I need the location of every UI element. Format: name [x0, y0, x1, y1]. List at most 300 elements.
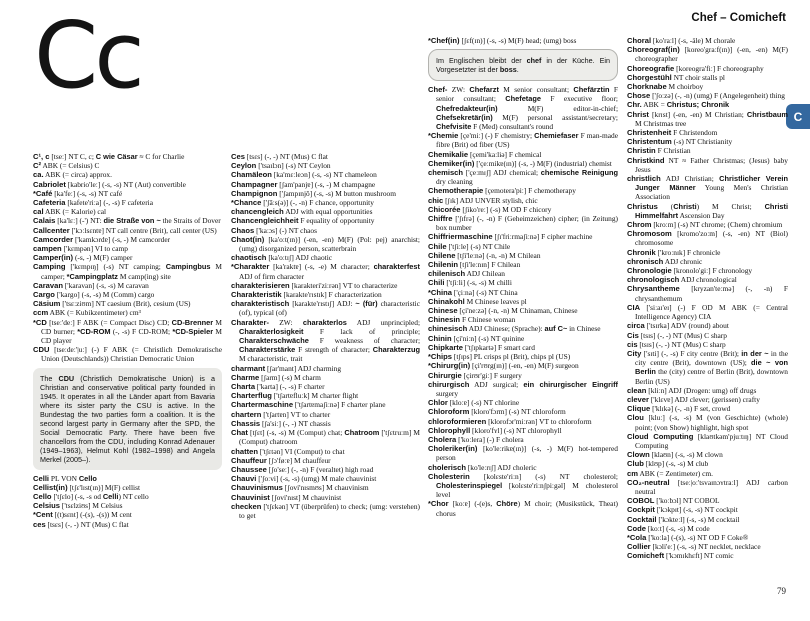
dictionary-entry: [231, 262, 420, 280]
dictionary-entry: [428, 150, 618, 159]
headword: China: [430, 287, 452, 297]
headword: clean: [627, 385, 647, 395]
entry-body: [ʃar'mant] ADJ charming: [267, 363, 342, 373]
entry-body: [tsɛs] (-, -) NT (Mus) C flat: [246, 152, 328, 161]
entry-body: [kɔli'eː] (-s, -s) NT necklet, necklace: [652, 542, 761, 552]
entry-body: (-s, -) M(F) camper: [74, 253, 133, 263]
headword: Chauvi: [231, 474, 257, 484]
key-word-star-icon: *: [33, 188, 36, 198]
dictionary-entry: [627, 174, 788, 202]
dictionary-entry: [627, 551, 788, 560]
headword: Chat: [231, 428, 248, 438]
headword: Chose: [627, 91, 651, 101]
entry-body: [koreo'graːf(ɪn)] (-en, -en) M(F) choreographer: [635, 45, 788, 64]
dictionary-entry: [231, 152, 420, 161]
headword: clever: [627, 394, 649, 404]
headword: cm: [627, 468, 638, 478]
dictionary-entry: [627, 45, 788, 63]
headword: Chilene: [428, 250, 456, 260]
dictionary-entry: [627, 450, 788, 459]
entry-body: [tsɛs] (-, -) NT (Mus) C flat: [47, 519, 129, 529]
dictionary-entry: [627, 137, 788, 146]
dictionary-entry: [231, 493, 420, 502]
entry-body: [krɪst] (-en, -en) M Christian; Christbaum M Christmas tree: [635, 109, 788, 128]
entry-body: [karakte'rɪstɪʃ] ADJ: ~ (für) characteristic (of), typical (of): [239, 299, 420, 318]
entry-body: ['çeːmɪʃ] ADJ chemical; chemische Reinigung dry cleaning: [436, 168, 618, 187]
entry-body: ADJ surgical; ein chirurgischer Eingriff surgery: [436, 379, 618, 398]
entry-body: (-s) NT Christianity: [673, 137, 733, 147]
headword: Chiffriermaschine: [428, 232, 493, 242]
headword: cholerisch: [428, 462, 466, 472]
entry-body: [tʃɛ'lɪst(ɪn)] M(F) cellist: [69, 482, 140, 492]
dictionary-entry: [627, 413, 788, 431]
dictionary-entry: [627, 275, 788, 284]
headword: Chrysantheme: [627, 284, 680, 294]
entry-body: ['tʃɪpkartə] F smart card: [464, 342, 535, 352]
dictionary-entry: [627, 73, 788, 82]
entry-body: [ʃɪ'friːrmaʃiːnə] F cipher machine: [494, 232, 593, 242]
dictionary-entry: [231, 428, 420, 446]
headword: Chauffeur: [231, 455, 267, 465]
headword: CDU: [33, 345, 50, 355]
headword: Chronik: [627, 247, 656, 257]
entry-body: ['kɔmɪkhɛft] NT comic: [666, 551, 734, 561]
dictionary-entry: [627, 524, 788, 533]
entry-body: F Christendom: [673, 128, 718, 138]
headword: Cloud Computing: [627, 431, 694, 441]
entry-body: [çi'rʊrg(ɪn)] (-en, -en) M(F) surgeon: [471, 361, 579, 371]
headword: Chaos: [231, 225, 255, 235]
dictionary-entry: [428, 407, 618, 416]
dictionary-entry: [428, 371, 618, 380]
dictionary-entry: [627, 110, 788, 128]
entry-body: ADJ Chinese; (Sprache): auf C~ in Chinese: [468, 324, 601, 334]
entry-body: ['kɛmpɪŋ] (-s) NT camping; Campingbus M camper; *Campingplatz M camp(ing) site: [41, 262, 222, 281]
dictionary-entry: [627, 349, 788, 386]
headword: Chips: [430, 352, 452, 362]
entry-body: F Christian: [657, 146, 691, 156]
entry-body: ABK (= Kubikzentimeter) cm³: [49, 308, 141, 318]
dictionary-entry: [231, 410, 420, 419]
dictionary-entry: [627, 404, 788, 413]
entry-body: ['tʃartɐmaʃiːnə] F charter plane: [294, 400, 386, 410]
entry-body: [ʃovi'nɪst] M chauvinist: [271, 492, 342, 502]
entry-body: ZW: Chefarzt M senior consultant; Chefärztin F senior consultant; Chefetage F executive floor; Chefredakteur(in) M(F) editor-in-chief; Chefsekretär(in) M(F) personal assistant/secretary; Chefvisite F (Med) consultant's round: [436, 85, 618, 132]
headword: CD: [35, 317, 47, 327]
entry-body: ['tsaɪlɔn] (-s) NT Ceylon: [258, 161, 331, 171]
dictionary-entry: [231, 207, 420, 216]
culture-note-box: The CDU (Christlich Demokratische Union) is a Christian and conservative political party founded in 1945. It operates in all the Länder apart from Bavaria where its sister party the CSU is active. In the Bundestag the two parties form a coalition. It is the second largest party in Germany after the SPD, the Social Democratic Party. There have been five chancellors from the CDU, including Konrad Adenauer (1949–1963), Helmut Kohl (1982–1998) and Angela Merkel (2005–).: [33, 368, 222, 470]
entry-body: ['tʃartɐfluːk] M charter flight: [273, 391, 359, 401]
entry-body: ABK (= Kalorie) cal: [45, 207, 107, 217]
dictionary-entry: [627, 331, 788, 340]
entry-body: [karakte'rɪstɪk] F characterization: [283, 290, 382, 300]
key-word-star-icon: *: [33, 317, 36, 327]
dictionary-entry: [33, 510, 222, 519]
dictionary-entry: [33, 520, 222, 529]
dictionary-entry: [33, 216, 222, 225]
dictionary-entry: [627, 128, 788, 137]
dictionary-entry: [231, 281, 420, 290]
dictionary-entry: [33, 235, 222, 244]
headword: Cent: [35, 510, 53, 520]
dictionary-entry: [627, 220, 788, 229]
dictionary-entry: [33, 207, 222, 216]
headword: charakterisieren: [231, 280, 290, 290]
entry-body: ['tsɛlziʊs] M Celsius: [61, 501, 123, 511]
headword: Christin: [627, 146, 656, 156]
entry-body: [ʃɛf(ɪn)] (-s, -s) M(F) head; (umg) boss: [461, 36, 577, 45]
entry-body: [ka'feː] (-s, -s) NT café: [54, 188, 123, 198]
dictionary-entry: [627, 248, 788, 257]
headword: checken: [231, 501, 262, 511]
headword: cal: [33, 207, 44, 217]
dictionary-entry: [231, 189, 420, 198]
entry-body: [ka'oːtɪʃ] ADJ chaotic: [268, 253, 333, 263]
dictionary-entry: [627, 64, 788, 73]
key-word-star-icon: *: [428, 361, 431, 371]
entry-body: [ʃɔ'føːɐ] M chauffeur: [268, 455, 331, 465]
entry-body: [ko'leːrikɐ(ɪn)] (-s, -) M(F) hot-tempered person: [436, 444, 618, 463]
entry-body: ['koːbɔl] NT COBOL: [656, 496, 720, 506]
headword: Café: [35, 188, 53, 198]
entry-body: [klaʊn] (-s, -s) M clown: [651, 450, 723, 460]
dictionary-entry: [231, 253, 420, 262]
dictionary-entry: [428, 352, 618, 361]
entry-body: ADJ Chilean: [466, 269, 505, 279]
entry-body: ['sɪti] (-, -s) F city centre (Brit); in der ~ in the city centre (Brit), downtown (US); die ~ von Berlin the (city) centre of Berlin (Brit), downtown Berlin (US): [635, 348, 788, 386]
headword: chancengleich: [231, 207, 284, 217]
headword: Cocktail: [627, 514, 657, 524]
key-word-star-icon: *: [428, 131, 431, 141]
dictionary-entry: [428, 444, 618, 462]
headword: Chef-: [428, 85, 448, 95]
entry-body: [klaʊtkəm'pjuːtɪŋ] NT Cloud Computing: [635, 431, 788, 450]
dictionary-entry: [428, 269, 618, 278]
entry-body: ADJ Christian; Christlicher Verein Junger Männer Young Men's Christian Association: [635, 174, 788, 202]
dictionary-entry: [428, 398, 618, 407]
headword: City: [627, 348, 642, 358]
headword: Chrom: [627, 220, 652, 230]
entry-body: [ʃovi'nɪsmʊs] M chauvinism: [284, 483, 369, 493]
dictionary-entry: [231, 456, 420, 465]
thumb-index-tab: [786, 104, 810, 129]
headword: Chlor: [428, 398, 448, 408]
entry-body: [klorofɔr'miːrən] VT to chloroform: [488, 416, 592, 426]
headword: Christentum: [627, 137, 672, 147]
entry-body: ZW: charakterlos ADJ unprincipled; Charakterlosigkeit F lack of principle; Charakterschwäche F weakness of character; Charakterstärke F strength of character; Charakterzug M characteristic, trait: [239, 317, 420, 364]
headword: CO₂-neutral: [627, 477, 670, 487]
dictionary-entry: [231, 226, 420, 235]
dictionary-entry: [231, 373, 420, 382]
entry-body: [çi'neːzə] (-n, -n) M Chinaman, Chinese: [459, 306, 578, 316]
entry-body: [tʃi'leːnə] (-n, -n) M Chilean: [457, 250, 541, 260]
headword: Christkind: [627, 155, 665, 165]
entry-body: [kloːɐ] (-s) NT chlorine: [449, 398, 520, 408]
entry-body: [kloro'fɔrm] (-s) NT chloroform: [471, 407, 566, 417]
headword: Chorknabe: [627, 82, 667, 92]
headword: Chamäleon: [231, 170, 272, 180]
entry-body: [koːɐ] (-(e)s, Chöre) M choir; (Musikstück, Theat) chorus: [436, 499, 618, 518]
dictionary-entry: [428, 361, 618, 370]
headword: christlich: [627, 174, 661, 184]
entry-body: [kromo'zoːm] (-s, -en) NT (Biol) chromosome: [635, 229, 788, 248]
key-word-star-icon: *: [231, 262, 234, 272]
entry-body: ['kaːɔs] (-) NT chaos: [256, 225, 317, 235]
entry-body: ['tʃɛkən] VT (überprüfen) to check; (umg: verstehen) to get: [239, 501, 420, 520]
entry-body: [tseː] NT C, c; C wie Cäsar ≈ C for Charlie: [51, 152, 185, 161]
headword: Celli: [33, 473, 50, 483]
entry-body: [ʃarm] (-s) M charm: [261, 372, 321, 382]
headword: Chartermaschine: [231, 400, 294, 410]
headword: charmant: [231, 363, 266, 373]
entry-body: ['tsɛːziʊm] NT caesium (Brit), cesium (US): [62, 299, 191, 309]
entry-body: M Chinese leaves pl: [466, 296, 527, 306]
dictionary-entry: [33, 308, 222, 317]
headword: Chili: [428, 278, 445, 288]
headword: Chassis: [231, 418, 261, 428]
headword: Cis: [627, 330, 639, 340]
dictionary-entry: [33, 345, 222, 363]
headword: Chlorophyll: [428, 425, 471, 435]
headword: Christenheit: [627, 128, 672, 138]
dictionary-entry: [231, 216, 420, 225]
headword: Chauvinist: [231, 492, 270, 502]
entry-body: [ka'raktɐ] (-s, -e) M character; charakterfest ADJ of firm character: [239, 262, 420, 281]
headword: Cholera: [428, 434, 457, 444]
dictionary-entry: [33, 299, 222, 308]
dictionary-entry: [428, 242, 618, 251]
entry-body: [karakteri'ziːrən] VT to characterize: [291, 280, 398, 290]
entry-body: M choirboy: [668, 82, 704, 92]
dictionary-entry: [33, 262, 222, 280]
headword: Chinesin: [428, 315, 461, 325]
headword: CIA: [627, 302, 641, 312]
dictionary-column-4: [627, 36, 788, 561]
headword: Cockpit: [627, 505, 655, 515]
entry-body: [tseːdeː'|uː] (-) F ABK (= Christlich Demokratische Union (Deutschlands)) Christian Democratic Union: [41, 345, 222, 364]
entry-body: ['ʃampɪnjõ] (-s, -s) M button mushroom: [279, 188, 396, 198]
headword: Chloroform: [428, 407, 470, 417]
headword: Chirurg(in): [430, 361, 471, 371]
entry-body: [ʃɪk] ADJ UNVER stylish, chic: [445, 195, 538, 205]
headword: Chemikalie: [428, 149, 469, 159]
dictionary-entry: [231, 400, 420, 409]
running-header: Chef – Comicheft: [691, 12, 786, 24]
entry-body: ADJ chronic: [664, 256, 703, 266]
dictionary-entry: [428, 186, 618, 195]
dictionary-entry: [33, 318, 222, 346]
headword: Charakteristik: [231, 290, 282, 300]
entry-body: (Christi) M Christ; Christi Himmelfahrt Ascension Day: [635, 201, 788, 220]
dictionary-entry: [627, 229, 788, 247]
entry-body: [klʊp] (-s, -s) M club: [645, 459, 709, 469]
headword: Chile: [428, 241, 447, 251]
dictionary-entry: [428, 334, 618, 343]
headword: Camping: [33, 262, 66, 272]
dictionary-entry: [627, 36, 788, 45]
headword: Champagner: [231, 179, 278, 189]
entry-body: ['tʃɛtən] VI (Comput) to chat: [259, 446, 345, 456]
headword: Chilenin: [428, 260, 458, 270]
headword: Charakter-: [231, 317, 269, 327]
entry-body: [çemotera'piː] F chemotherapy: [485, 186, 576, 196]
dictionary-entry: [627, 156, 788, 174]
entry-body: [tʃɛt] (-s, -s) M (Comput) chat; Chatroom ['tʃɛtruːm] M (Comput) chatroom: [239, 428, 420, 447]
headword: Choleriker(in): [428, 444, 478, 454]
dictionary-entry: [231, 483, 420, 492]
headword: cis: [627, 339, 638, 349]
entry-body: [koːt] (-s, -s) M code: [647, 523, 710, 533]
headword: Charta: [231, 382, 256, 392]
dictionary-entry: [627, 340, 788, 349]
entry-body: ['tʃɛlo] (-s, -s od Celli) NT cello: [53, 492, 149, 502]
dictionary-entry: [627, 505, 788, 514]
headword: ca.: [33, 170, 44, 180]
headword: Clique: [627, 404, 651, 414]
dictionary-entry: [33, 483, 222, 492]
dictionary-entry: [428, 463, 618, 472]
dictionary-entry: [33, 180, 222, 189]
dictionary-entry: [627, 515, 788, 524]
headword: Chr.: [627, 100, 642, 110]
dictionary-entry: [428, 472, 618, 500]
headword: Choreograf(in): [627, 45, 680, 55]
headword: Chronologie: [627, 266, 672, 276]
headword: chaotisch: [231, 253, 267, 263]
key-word-star-icon: *: [428, 36, 431, 45]
dictionary-column-3: [428, 36, 618, 518]
dictionary-entry: [627, 91, 788, 100]
dictionary-entry: [627, 386, 788, 395]
entry-body: [çe'miː] (-) F chemistry; Chemiefaser F man-made fibre (Brit) od fiber (US): [436, 131, 618, 150]
headword: circa: [627, 321, 645, 331]
entry-body: [kroːm] (-s) NT chrome; (Chem) chromium: [653, 220, 783, 230]
headword: Chor: [430, 499, 449, 509]
dictionary-entry: [33, 244, 222, 253]
dictionary-entry: [627, 533, 788, 542]
dictionary-entry: [428, 168, 618, 186]
dictionary-entry: [231, 447, 420, 456]
dictionary-entry: [231, 180, 420, 189]
entry-body: ['karta] (-, -s) F charter: [256, 382, 325, 392]
dictionary-entry: [428, 196, 618, 205]
headword: Code: [627, 523, 646, 533]
entry-body: [ko'leːrɪʃ] ADJ choleric: [467, 462, 537, 472]
headword: Charterflug: [231, 391, 272, 401]
dictionary-entry: [627, 266, 788, 275]
dictionary-entry: [231, 364, 420, 373]
thumb-index-letter: C: [793, 109, 803, 124]
dictionary-entry: [627, 469, 788, 478]
dictionary-column-1: [33, 152, 222, 529]
entry-body: ['kargo] (-s, -s) M (Comm) cargo: [56, 290, 155, 300]
entry-body: ['kroːnɪk] F chronicle: [657, 247, 721, 257]
entry-body: [kronolo'giː] F chronology: [673, 266, 753, 276]
usage-note-box: Im Englischen bleibt der chef in der Küche. Ein Vorgesetzter ist der boss.: [428, 49, 618, 81]
entry-body: [kabrio'leː] (-s, -s) NT (Aut) convertible: [67, 179, 186, 189]
entry-body: ABK (= Celsius) C: [42, 161, 100, 171]
headword: Cholesterin: [428, 471, 470, 481]
dictionary-entry: [428, 343, 618, 352]
headword: charakteristisch: [231, 299, 290, 309]
headword: Chinese: [428, 306, 458, 316]
entry-body: ['kɔːlsɛntɐ] NT call centre (Brit), call center (US): [71, 225, 217, 235]
headword: Camcorder: [33, 234, 74, 244]
headword: chatten: [231, 446, 259, 456]
dictionary-entry: [627, 496, 788, 505]
entry-body: PL VON Cello: [50, 473, 97, 483]
entry-body: [ʃiko'reː] (-s) M OD F chicory: [462, 204, 552, 214]
entry-body: ['ʃoːvi] (-s, -s) (umg) M male chauvinist: [258, 474, 377, 484]
entry-body: [ʃo'seː] (-, -n) F (veraltet) high road: [268, 464, 374, 474]
headword: Chinakohl: [428, 296, 465, 306]
entry-body: [kryzan'teːmə] (-, -n) F chrysanthemum: [635, 284, 788, 303]
key-word-star-icon: *: [428, 352, 431, 362]
headword: Chipkarte: [428, 342, 464, 352]
dictionary-entry: [627, 82, 788, 91]
headword: Champignon: [231, 188, 278, 198]
headword: Choral: [627, 36, 652, 45]
headword: Camper(in): [33, 253, 74, 263]
headword: chronologisch: [627, 275, 680, 285]
headword: Ceylon: [231, 161, 257, 171]
entry-body: [kluː] (-s, -s) M (von Geschichte) (whole) point; (von Show) highlight, high spot: [635, 413, 788, 432]
dictionary-entry: [627, 146, 788, 155]
dictionary-entry: [33, 152, 222, 161]
dictionary-entry: [33, 474, 222, 483]
entry-body: ABK = Christus; Chronik: [643, 100, 730, 110]
headword: chronisch: [627, 256, 664, 266]
entry-body: ['çeːmikɐ(ɪn)] (-s, -) M(F) (industrial) chemist: [476, 158, 612, 168]
dictionary-entry: [231, 170, 420, 179]
key-word-star-icon: *: [428, 287, 431, 297]
entry-body: [(t)sɛnt] (-(s), -(s)) M cent: [54, 510, 132, 520]
entry-body: [ka'lɛː] (-') NT: die Straße von ~ the Straits of Dover: [57, 216, 221, 226]
headword: Chiffre: [428, 214, 453, 224]
headword: COBOL: [627, 496, 655, 506]
headword: Chaussee: [231, 464, 267, 474]
entry-body: ['ʃoːzə] (-, -n) (umg) F (Angelegenheit) thing: [652, 91, 785, 101]
dictionary-entry: [231, 419, 420, 428]
dictionary-entry: [428, 260, 618, 269]
entry-body: ['kɛmpən] VI to camp: [63, 244, 128, 254]
headword: Calais: [33, 216, 56, 226]
entry-body: ['kɔkteːl] (-s, -s) M cocktail: [658, 514, 740, 524]
dictionary-entry: [33, 501, 222, 510]
dictionary-entry: [428, 315, 618, 324]
entry-body: ['klɪkə] (-, -n) F set, crowd: [652, 404, 731, 414]
headword: C¹, c: [33, 152, 50, 161]
entry-body: [tsɪs] (-, -) NT (Mus) C sharp: [639, 339, 726, 349]
headword: Chemiker(in): [428, 158, 475, 168]
dictionary-entry: [627, 478, 788, 496]
entry-body: [koreogra'fiː] F choreography: [676, 63, 764, 73]
dictionary-entry: [428, 499, 618, 517]
entry-body: ['ʃãːs(ə)] (-, -n) F chance, opportunity: [263, 198, 374, 208]
entry-body: [kliːn] ADJ (Drogen: umg) off drugs: [648, 385, 757, 395]
dictionary-entry: [627, 432, 788, 450]
entry-body: NT choir stalls pl: [673, 72, 725, 82]
dictionary-entry: [428, 297, 618, 306]
key-word-star-icon: *: [428, 499, 431, 509]
headword: Chorgestühl: [627, 72, 672, 82]
dictionary-entry: [231, 474, 420, 483]
headword: ccm: [33, 308, 49, 318]
entry-body: [çirʊr'giː] F surgery: [463, 370, 522, 380]
headword: Cäsium: [33, 299, 61, 309]
headword: Chef(in): [430, 36, 460, 45]
